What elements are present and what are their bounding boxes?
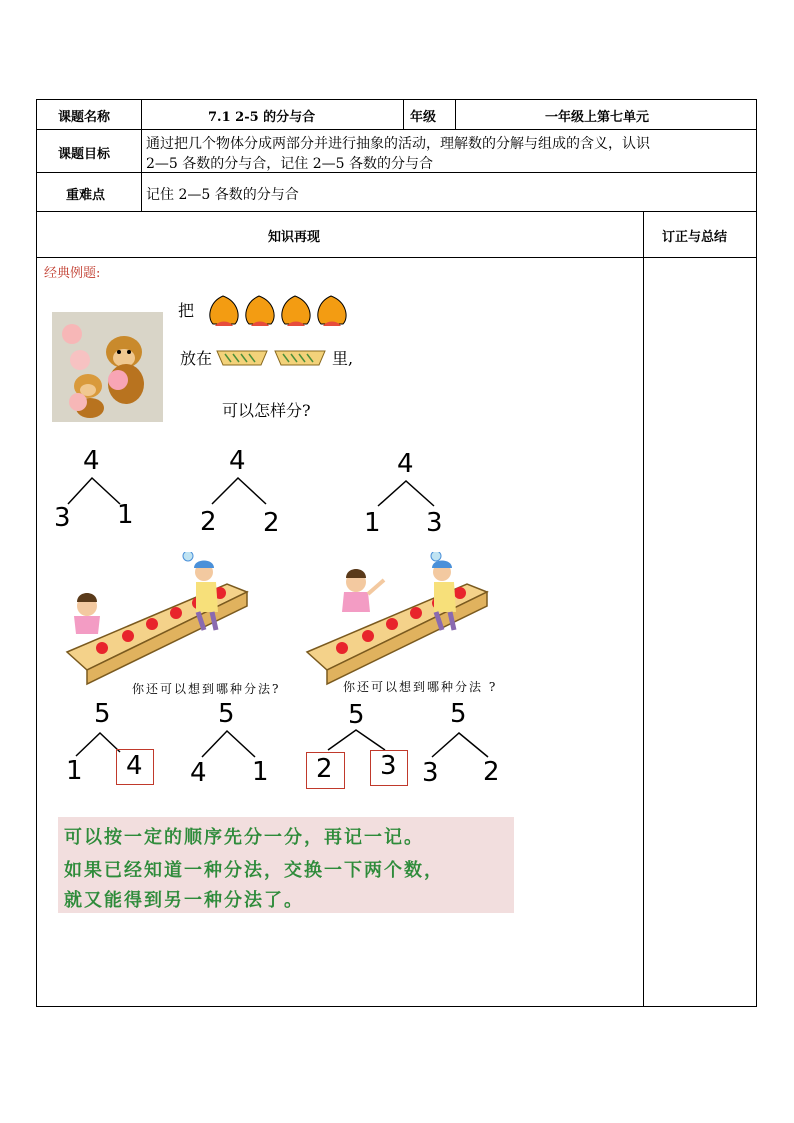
five-split-3-left: 2 [316, 754, 333, 784]
four-split-2-top: 4 [229, 446, 246, 476]
flower-question-right: 你还可以想到哪种分法 ? [343, 680, 498, 694]
five-split-4-left: 3 [422, 758, 439, 788]
word-li: 里, [332, 349, 354, 368]
topic-value: 7.1 2-5 的分与合 [208, 110, 316, 125]
tip-line-3: 就又能得到另一种分法了。 [64, 890, 304, 911]
four-split-1-left: 3 [54, 503, 71, 533]
knowledge-title: 知识再现 [268, 230, 321, 245]
four-split-1-top: 4 [83, 446, 100, 476]
correction-title: 订正与总结 [662, 230, 728, 245]
goal-line-2: 2—5 各数的分与合，记住 2—5 各数的分与合 [146, 156, 433, 172]
key-value: 记住 2—5 各数的分与合 [146, 187, 299, 203]
five-split-3-top: 5 [348, 700, 365, 730]
five-split-2-right: 1 [252, 757, 269, 787]
five-split-4-top: 5 [450, 699, 467, 729]
four-split-3-right: 3 [426, 508, 443, 538]
five-split-2-left: 4 [190, 758, 207, 788]
goal-line-1: 通过把几个物体分成两部分并进行抽象的活动，理解数的分解与组成的含义，认识 [146, 136, 650, 152]
peach-question: 可以怎样分? [222, 401, 311, 420]
four-split-2-left: 2 [200, 507, 217, 537]
four-split-3-left: 1 [364, 508, 381, 538]
tip-line-2: 如果已经知道一种分法，交换一下两个数， [64, 860, 444, 881]
five-split-1-top: 5 [94, 699, 111, 729]
key-label: 重难点 [66, 188, 106, 203]
four-split-3-top: 4 [397, 449, 414, 479]
goal-label: 课题目标 [58, 147, 111, 162]
four-split-2-right: 2 [263, 508, 280, 538]
five-split-2-top: 5 [218, 699, 235, 729]
word-fangzai: 放在 [180, 349, 213, 368]
word-ba: 把 [178, 301, 195, 320]
grade-label: 年级 [410, 110, 437, 125]
grade-value: 一年级上第七单元 [545, 110, 650, 125]
four-split-1-right: 1 [117, 500, 134, 530]
flower-question-left: 你还可以想到哪种分法? [132, 682, 281, 696]
five-split-1-right: 4 [126, 751, 143, 781]
tip-line-1: 可以按一定的顺序先分一分，再记一记。 [64, 827, 424, 848]
five-split-3-right: 3 [380, 751, 397, 781]
example-label: 经典例题: [44, 266, 101, 281]
five-split-4-right: 2 [483, 757, 500, 787]
topic-label: 课题名称 [58, 110, 111, 125]
five-split-1-left: 1 [66, 756, 83, 786]
